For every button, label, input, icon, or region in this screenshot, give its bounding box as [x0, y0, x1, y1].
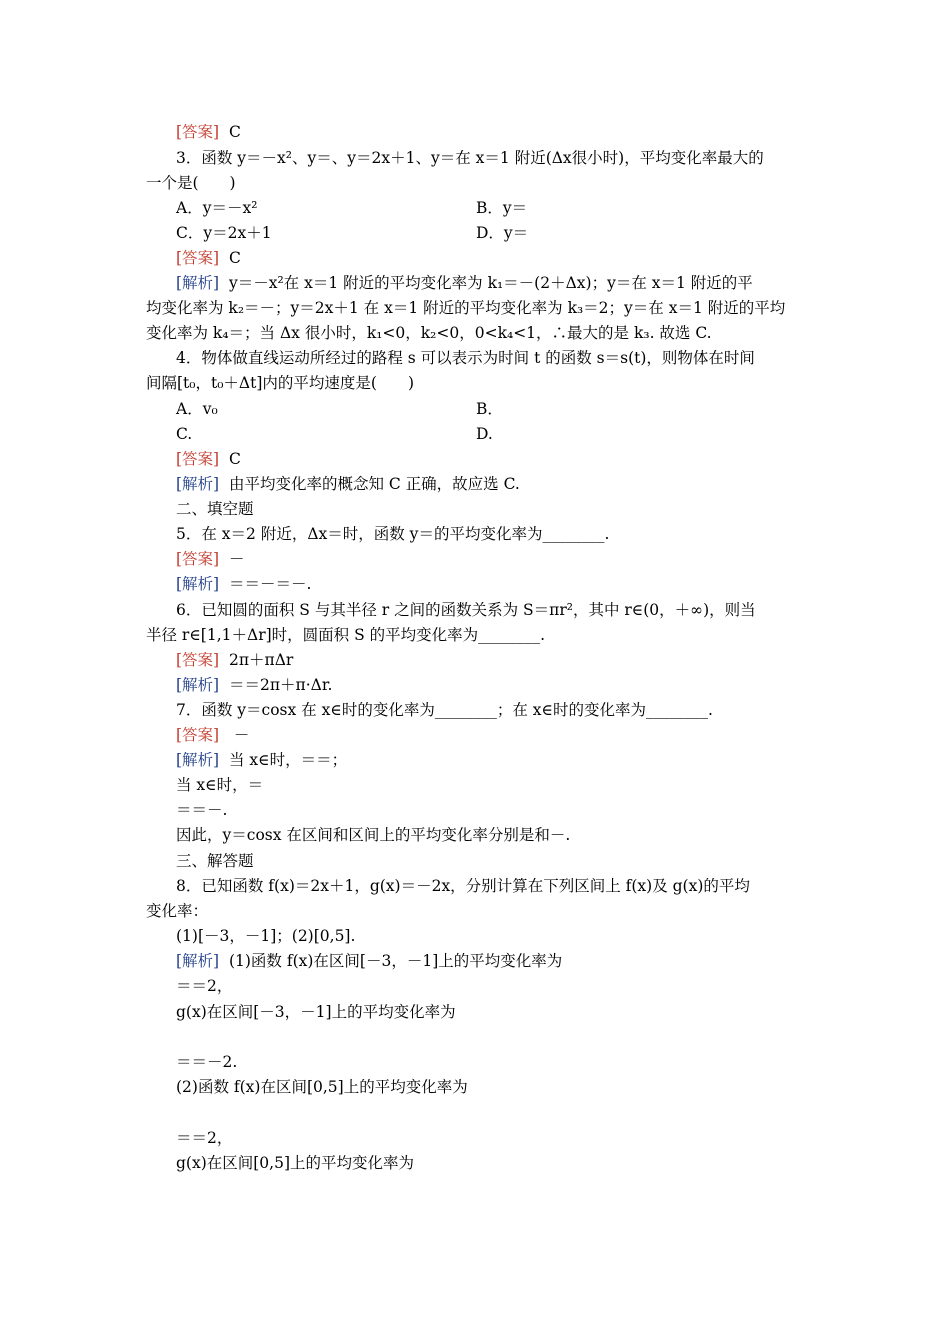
- answer-q7: [答案] －: [176, 726, 250, 744]
- analysis-label: [解析]: [176, 274, 220, 292]
- q8-analysis-line6: ＝＝2，: [176, 1129, 233, 1147]
- answer-label: [答案]: [176, 123, 220, 141]
- q8-analysis-line3: g(x)在区间[－3，－1]上的平均变化率为: [176, 1003, 456, 1021]
- q3-analysis-line1: [解析] y＝－x²在 x＝1 附近的平均变化率为 k₁＝－(2＋Δx)；y＝在 x＝1 附近的平: [176, 274, 753, 292]
- q4-stem-line2: 间隔[t₀，t₀＋Δt]内的平均速度是( ): [146, 374, 414, 392]
- q8-stem-line2: 变化率：: [146, 902, 209, 920]
- answer-q6: [答案] 2π＋πΔr: [176, 651, 294, 669]
- q8-analysis-line5: (2)函数 f(x)在区间[0,5]上的平均变化率为: [176, 1078, 468, 1096]
- q8-analysis-line7: g(x)在区间[0,5]上的平均变化率为: [176, 1154, 415, 1172]
- q8-parts: (1)[－3，－1]；(2)[0,5].: [176, 927, 356, 945]
- q6-stem-line1: 6．已知圆的面积 S 与其半径 r 之间的函数关系为 S＝πr²，其中 r∈(0，＋∞)，则当: [176, 601, 756, 619]
- q4-option-a: A．v₀: [176, 400, 218, 418]
- q4-option-row2: [176, 423, 840, 445]
- q8-analysis-line4: ＝＝－2.: [176, 1053, 238, 1071]
- q8-stem-line1: 8．已知函数 f(x)＝2x＋1，g(x)＝－2x，分别计算在下列区间上 f(x)及 g(x)的平均: [176, 877, 750, 895]
- q4-stem-line1: 4．物体做直线运动所经过的路程 s 可以表示为时间 t 的函数 s＝s(t)，则物体在时间: [176, 349, 755, 367]
- answer-q2: [答案] C: [176, 123, 241, 141]
- q3-analysis-line2: 均变化率为 k₂＝－；y＝2x＋1 在 x＝1 附近的平均变化率为 k₃＝2；y＝在 x＝1 附近的平均: [146, 299, 786, 317]
- q7-analysis-line2: 当 x∈时，＝: [176, 776, 264, 794]
- q8-analysis-line2: ＝＝2，: [176, 977, 233, 995]
- q3-option-row2: [176, 222, 840, 244]
- q4-option-c: C.: [176, 425, 193, 443]
- q3-option-c: C．y＝2x＋1: [176, 224, 272, 242]
- q7-analysis-line1: [解析] 当 x∈时，＝＝；: [176, 751, 348, 769]
- q3-option-a: A．y＝－x²: [176, 199, 258, 217]
- q6-analysis: [解析] ＝＝2π＋π·Δr.: [176, 676, 333, 694]
- q5-stem: 5．在 x＝2 附近，Δx＝时，函数 y＝的平均变化率为________.: [176, 525, 610, 543]
- q5-analysis: [解析] ＝＝－＝－.: [176, 575, 312, 593]
- section-solve-heading: 三、解答题: [176, 852, 254, 870]
- q7-stem: 7．函数 y＝cosx 在 x∈时的变化率为________；在 x∈时的变化率为________.: [176, 701, 713, 719]
- q7-analysis-line3: ＝＝－.: [176, 801, 228, 819]
- q6-stem-line2: 半径 r∈[1,1＋Δr]时，圆面积 S 的平均变化率为________.: [146, 626, 546, 644]
- q7-conclusion: 因此，y＝cosx 在区间和区间上的平均变化率分别是和－.: [176, 826, 571, 844]
- q4-option-d: D.: [476, 425, 493, 443]
- q3-option-d: D．y＝: [476, 224, 529, 242]
- answer-q3: [答案] C: [176, 249, 241, 267]
- answer-q4: [答案] C: [176, 450, 241, 468]
- q8-analysis-line1: [解析] (1)函数 f(x)在区间[－3，－1]上的平均变化率为: [176, 952, 563, 970]
- q3-analysis-line3: 变化率为 k₄＝；当 Δx 很小时，k₁<0，k₂<0，0<k₄<1，∴最大的是 k₃. 故选 C.: [146, 324, 712, 342]
- q4-analysis: [解析] 由平均变化率的概念知 C 正确，故应选 C.: [176, 475, 520, 493]
- q4-option-row1: [176, 398, 840, 420]
- q4-option-b: B．: [476, 400, 503, 418]
- q3-stem-line1: 3．函数 y＝－x²、y＝、y＝2x＋1、y＝在 x＝1 附近(Δx很小时)，平均变化率最大的: [176, 149, 764, 167]
- section-fill-heading: 二、填空题: [176, 500, 254, 518]
- q3-stem-line2: 一个是( ): [146, 174, 236, 192]
- answer-q5: [答案] －: [176, 550, 245, 568]
- q3-option-row1: [176, 197, 840, 219]
- q3-option-b: B．y＝: [476, 199, 528, 217]
